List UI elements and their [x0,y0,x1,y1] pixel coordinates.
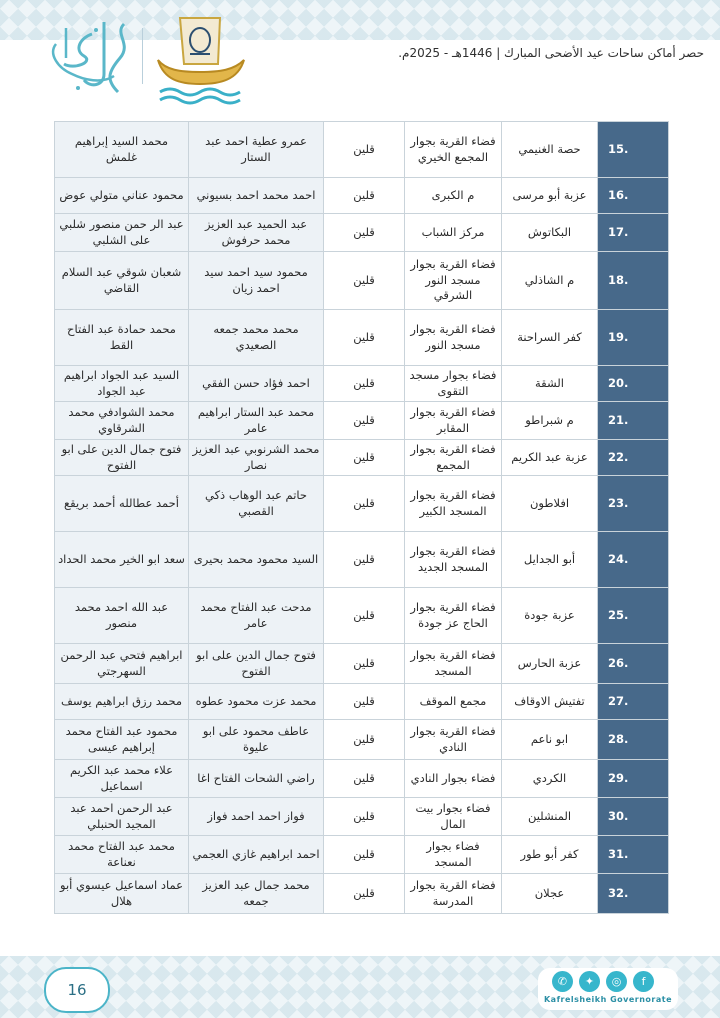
table-row [55,532,669,588]
district-name: قلين [324,720,405,760]
khatib-name: عبد الله احمد محمد منصور [55,588,189,644]
district-name: قلين [324,836,405,874]
village-name: ابو ناعم [502,720,598,760]
village-name: الشقة [502,366,598,402]
table-row [55,644,669,684]
village-name: حصة الغنيمي [502,122,598,178]
table-row [55,366,669,402]
khatib-name: فتوح جمال الدين على ابو الفتوح [55,440,189,476]
table-row [55,122,669,178]
row-number: 27. [598,684,669,720]
khatib-name: عماد اسماعيل عيسوي أبو هلال [55,874,189,914]
village-name: عزبة الحارس [502,644,598,684]
khatib-name: محمود عبد الفتاح محمد إبراهيم عيسى [55,720,189,760]
imam-name: عمرو عطية احمد عبد الستار [189,122,324,178]
village-name: أبو الجدايل [502,532,598,588]
page-number: 16 [44,967,110,1013]
village-name: افلاطون [502,476,598,532]
khatib-name: محمود عناني متولي عوض [55,178,189,214]
header-divider [142,28,143,84]
table-row [55,760,669,798]
social-footer [538,968,678,1010]
table-row [55,402,669,440]
twitter-icon[interactable]: ✦ [579,971,600,992]
district-name: قلين [324,798,405,836]
table-row [55,588,669,644]
prayer-place: فضاء بجوار بيت المال [405,798,502,836]
row-number: 25. [598,588,669,644]
imam-name: عاطف محمود على ابو عليوة [189,720,324,760]
imam-name: فواز احمد احمد فواز [189,798,324,836]
prayer-place: فضاء القرية بجوار مسجد النور الشرقي [405,252,502,310]
district-name: قلين [324,644,405,684]
page-title: حصر أماكن ساحات عيد الأضحى المبارك | 1446هـ - 2025م. [398,46,704,60]
village-name: م شبراطو [502,402,598,440]
village-name: عجلان [502,874,598,914]
district-name: قلين [324,122,405,178]
prayer-place: فضاء القرية بجوار المسجد الكبير [405,476,502,532]
row-number: 21. [598,402,669,440]
row-number: 18. [598,252,669,310]
prayer-grounds-table [54,121,669,914]
prayer-place: فضاء القرية بجوار النادي [405,720,502,760]
khatib-name: عبد الر حمن منصور شلبي على الشلبي [55,214,189,252]
khatib-name: محمد حمادة عبد الفتاح القط [55,310,189,366]
governorate-label: Kafrelsheikh Governorate [543,995,673,1004]
row-number: 17. [598,214,669,252]
district-name: قلين [324,684,405,720]
prayer-place: مجمع الموقف [405,684,502,720]
imam-name: حاتم عبد الوهاب ذكي القصبي [189,476,324,532]
prayer-place: فضاء القرية بجوار المسجد الجديد [405,532,502,588]
prayer-place: مركز الشباب [405,214,502,252]
table-row [55,476,669,532]
table-row [55,252,669,310]
khatib-name: عبد الرحمن احمد عبد المجيد الحنبلي [55,798,189,836]
imam-name: محمود سيد احمد سيد احمد زيان [189,252,324,310]
district-name: قلين [324,214,405,252]
imam-name: محمد جمال عبد العزيز جمعه [189,874,324,914]
row-number: 16. [598,178,669,214]
row-number: 29. [598,760,669,798]
khatib-name: محمد عبد الفتاح محمد نعناعة [55,836,189,874]
khatib-name: السيد عبد الجواد ابراهيم عبد الجواد [55,366,189,402]
district-name: قلين [324,476,405,532]
khatib-name: ابراهيم فتحي عبد الرحمن السهرجتي [55,644,189,684]
district-name: قلين [324,760,405,798]
imam-name: عبد الحميد عبد العزيز محمد حرفوش [189,214,324,252]
khatib-name: محمد الشوادفي محمد الشرقاوي [55,402,189,440]
district-name: قلين [324,532,405,588]
row-number: 30. [598,798,669,836]
prayer-place: م الكبرى [405,178,502,214]
district-name: قلين [324,588,405,644]
table-row [55,684,669,720]
imam-name: السيد محمود محمد بحيرى [189,532,324,588]
prayer-place: فضاء القرية بجوار المجمع الخيري [405,122,502,178]
page-header [0,0,720,112]
row-number: 28. [598,720,669,760]
village-name: كفر السراحنة [502,310,598,366]
khatib-name: شعبان شوقي عبد السلام القاضي [55,252,189,310]
row-number: 24. [598,532,669,588]
imam-name: راضي الشحات الفتاح اغا [189,760,324,798]
imam-name: مدحت عبد الفتاح محمد عامر [189,588,324,644]
khatib-name: سعد ابو الخير محمد الحداد [55,532,189,588]
table-row [55,720,669,760]
district-name: قلين [324,402,405,440]
village-name: عزبة أبو مرسى [502,178,598,214]
prayer-place: فضاء بجوار المسجد [405,836,502,874]
village-name: عزبة جودة [502,588,598,644]
table-row [55,214,669,252]
khatib-name: علاء محمد عبد الكريم اسماعيل [55,760,189,798]
village-name: المنشلين [502,798,598,836]
village-name: البكاتوش [502,214,598,252]
district-name: قلين [324,310,405,366]
imam-name: احمد فؤاد حسن الفقي [189,366,324,402]
district-name: قلين [324,366,405,402]
instagram-icon[interactable]: ◎ [606,971,627,992]
table-row [55,798,669,836]
prayer-place: فضاء القرية بجوار المجمع [405,440,502,476]
district-name: قلين [324,252,405,310]
row-number: 20. [598,366,669,402]
district-name: قلين [324,874,405,914]
table-row [55,440,669,476]
imam-name: محمد عزت محمود عطوه [189,684,324,720]
imam-name: محمد عبد الستار ابراهيم عامر [189,402,324,440]
imam-name: احمد ابراهيم غازي العجمي [189,836,324,874]
table-row [55,310,669,366]
table-row [55,874,669,914]
imam-name: احمد محمد احمد بسيوني [189,178,324,214]
whatsapp-icon[interactable]: ✆ [552,971,573,992]
prayer-place: فضاء القرية بجوار الحاج عز جودة [405,588,502,644]
row-number: 23. [598,476,669,532]
facebook-icon[interactable]: f [633,971,654,992]
table-body [55,122,669,914]
imam-name: محمد الشرنوبي عبد العزيز نصار [189,440,324,476]
village-name: عزبة عبد الكريم [502,440,598,476]
prayer-place: فضاء القرية بجوار مسجد النور [405,310,502,366]
prayer-place: فضاء القرية بجوار المسجد [405,644,502,684]
imam-name: محمد محمد جمعه الصعيدي [189,310,324,366]
row-number: 31. [598,836,669,874]
row-number: 19. [598,310,669,366]
prayer-place: فضاء القرية بجوار المقابر [405,402,502,440]
khatib-name: محمد السيد إبراهيم غلمش [55,122,189,178]
imam-name: فتوح جمال الدين على ابو الفتوح [189,644,324,684]
eid-calligraphy-logo [44,14,140,100]
prayer-place: فضاء القرية بجوار المدرسة [405,874,502,914]
khatib-name: أحمد عطالله أحمد بريقع [55,476,189,532]
row-number: 15. [598,122,669,178]
district-name: قلين [324,440,405,476]
village-name: الكردي [502,760,598,798]
row-number: 32. [598,874,669,914]
district-name: قلين [324,178,405,214]
table-row [55,836,669,874]
khatib-name: محمد رزق ابراهيم يوسف [55,684,189,720]
prayer-place: فضاء بجوار مسجد التقوى [405,366,502,402]
governorate-emblem [150,10,252,108]
village-name: كفر أبو طور [502,836,598,874]
village-name: تفتيش الاوقاف [502,684,598,720]
row-number: 26. [598,644,669,684]
row-number: 22. [598,440,669,476]
prayer-place: فضاء بجوار النادي [405,760,502,798]
social-icons [552,971,654,992]
table-row [55,178,669,214]
village-name: م الشاذلي [502,252,598,310]
